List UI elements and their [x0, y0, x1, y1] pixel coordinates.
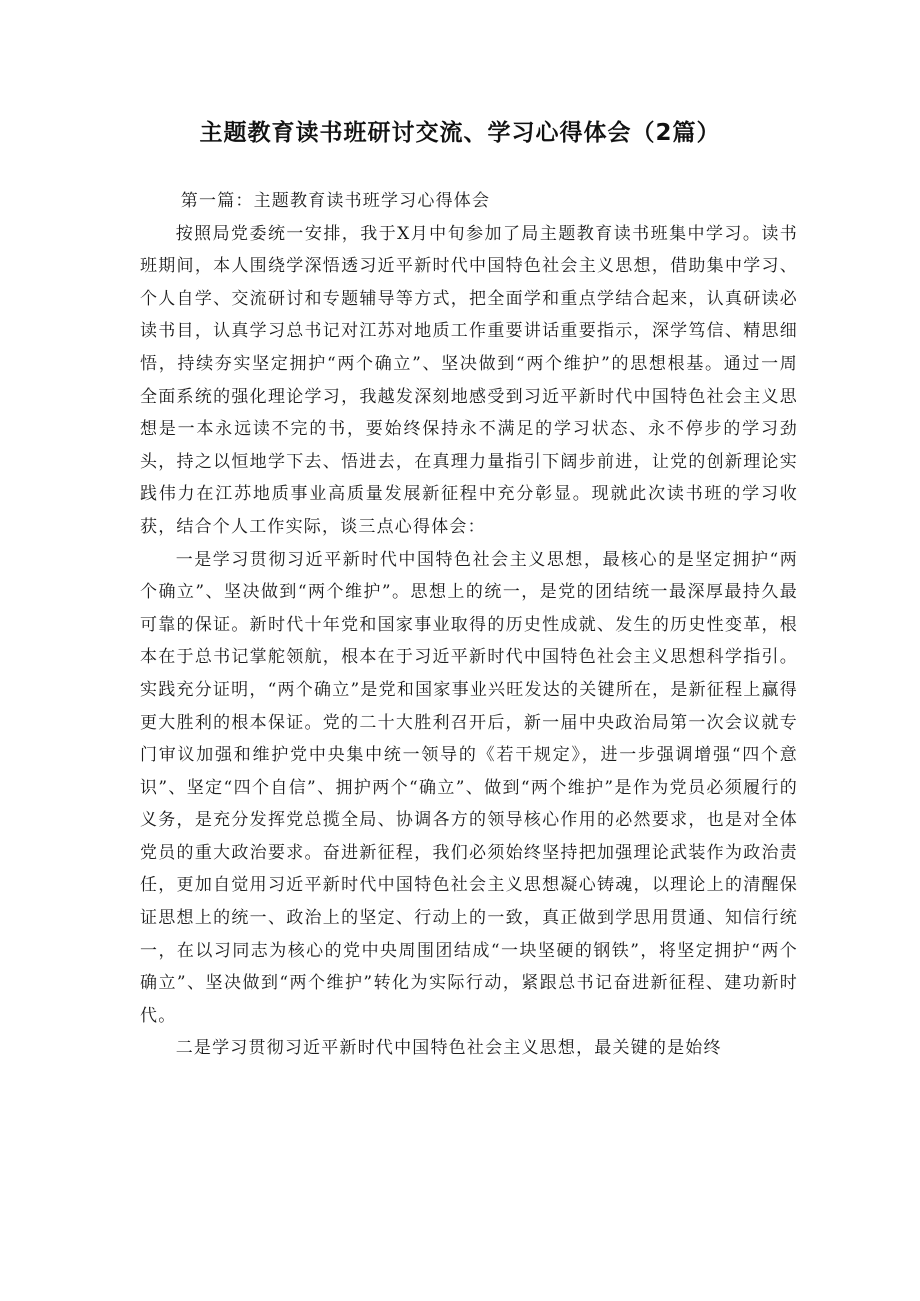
document-body	[140, 185, 798, 1065]
document-title: 主题教育读书班研讨交流、学习心得体会（2篇）	[199, 120, 721, 146]
section-heading: 第一篇：主题教育读书班学习心得体会	[180, 191, 491, 211]
paragraph-point-two: 二是学习贯彻习近平新时代中国特色社会主义思想，最关键的是始终	[175, 1038, 722, 1059]
paragraph-point-one: 一是学习贯彻习近平新时代中国特色社会主义思想，最核心的是坚定拥护“两个确立”、坚决做到“两个维护”。思想上的统一，是党的团结统一最深厚最持久最可靠的保证。新时代十年党和国家事业取得的历史性成就、发生的历史性变革，根本在于总书记掌舵领航，根本在于习近平新时代中国特色社会主义思想科学指引。实践充分证明，“两个确立”是党和国家事业兴旺发达的关键所在，是新征程上赢得更大胜利的根本保证。党的二十大胜利召开后，新一届中央政治局第一次会议就专门审议加强和维护党中央集中统一领导的《若干规定》，进一步强调增强“四个意识”、坚定“四个自信”、拥护两个“确立”、做到“两个维护”是作为党员必须履行的义务，是充分发挥党总揽全局、协调各方的领导核心作用的必然要求，也是对全体党员的重大政治要求。奋进新征程，我们必须始终坚持把加强理论武装作为政治责任，更加自觉用习近平新时代中国特色社会主义思想凝心铸魂，以理论上的清醒保证思想上的统一、政治上的坚定、行动上的一致，真正做到学思用贯通、知信行统一，在以习同志为核心的党中央周围团结成“一块坚硬的钢铁”，将坚定拥护“两个确立”、坚决做到“两个维护”转化为实际行动，紧跟总书记奋进新征程、建功新时代。	[140, 549, 798, 1026]
paragraph-intro: 按照局党委统一安排，我于X月中旬参加了局主题教育读书班集中学习。读书班期间，本人围绕学深悟透习近平新时代中国特色社会主义思想，借助集中学习、个人自学、交流研讨和专题辅导等方式，把全面学和重点学结合起来，认真研读必读书目，认真学习总书记对江苏对地质工作重要讲话重要指示，深学笃信、精思细悟，持续夯实坚定拥护“两个确立”、坚决做到“两个维护”的思想根基。通过一周全面系统的强化理论学习，我越发深刻地感受到习近平新时代中国特色社会主义思想是一本永远读不完的书，要始终保持永不满足的学习状态、永不停步的学习劲头，持之以恒地学下去、悟进去，在真理力量指引下阔步前进，让党的创新理论实践伟力在江苏地质事业高质量发展新征程中充分彰显。现就此次读书班的学习收获，结合个人工作实际，谈三点心得体会：	[140, 223, 798, 537]
